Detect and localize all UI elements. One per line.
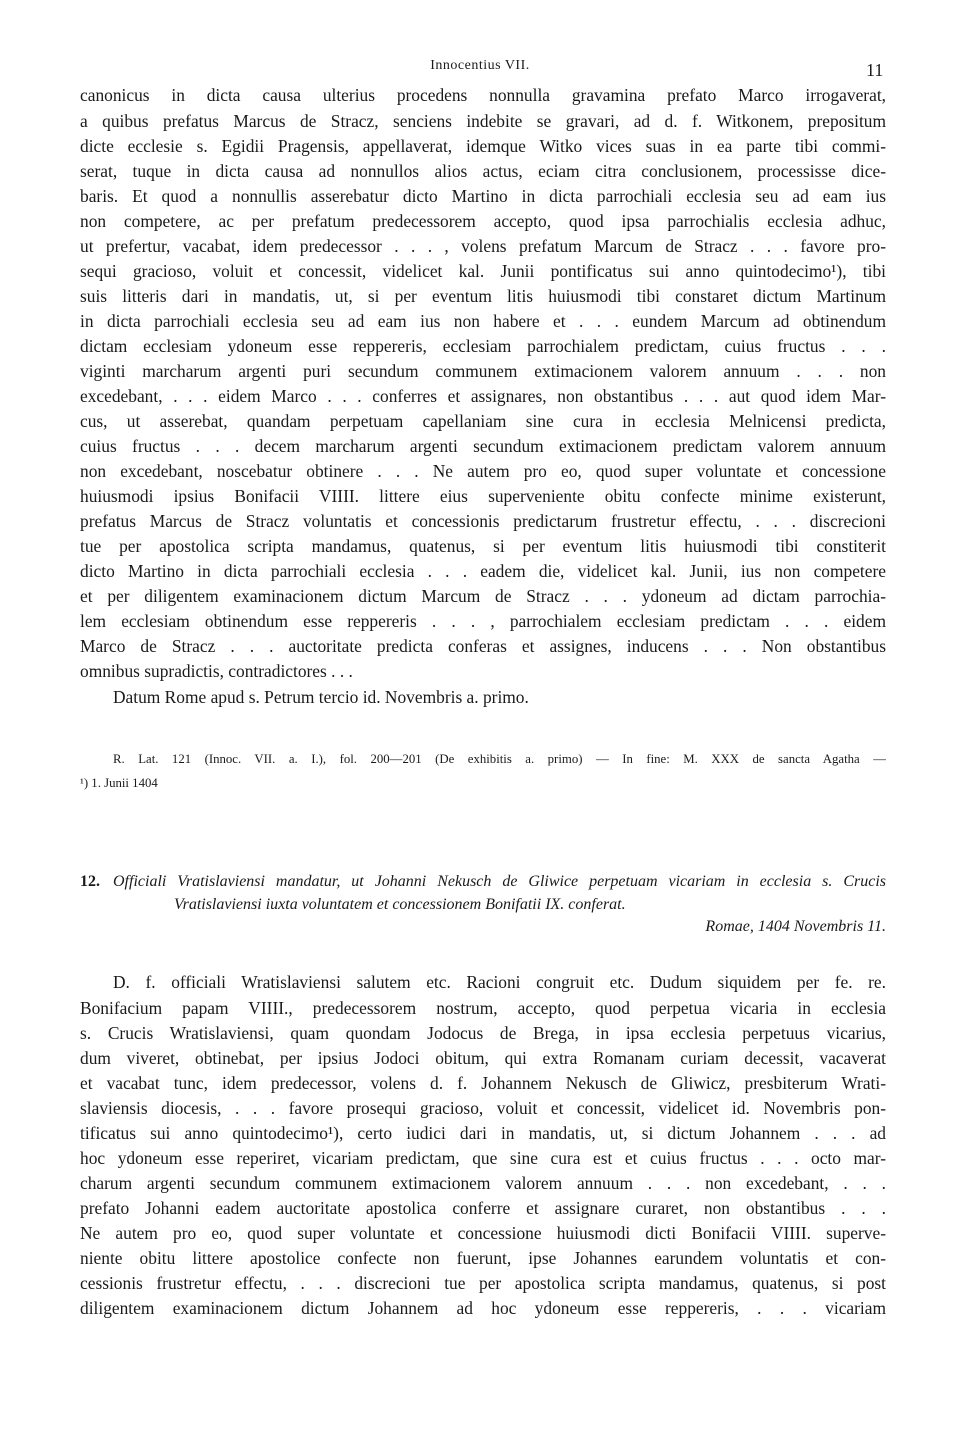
text-line: dictam ecclesiam ydoneum esse reppereris, ecclesiam parrochialem predictam, cuius fructus . . . <box>80 336 886 356</box>
footnote: ¹) 1. Junii 1404 <box>80 776 158 790</box>
text-line: suis litteris dari in mandatis, ut, si per eventum litis huiusmodi tibi constaret dictum Martinum <box>80 286 886 306</box>
text-line: D. f. officiali Wratislaviensi salutem etc. Racioni congruit etc. Dudum siquidem per fe. re. <box>113 972 886 992</box>
text-line: diligentem examinacionem dictum Johannem ad hoc ydoneum esse reppereris, . . . vicariam <box>80 1298 886 1318</box>
regest-line: Vratislaviensi iuxta voluntatem et concessionem Bonifatii IX. conferat. <box>174 896 626 913</box>
text-line: charum argenti secundum communem extimacionem valorem annuum . . . non excedebant, . . . <box>80 1173 886 1193</box>
text-line: viginti marcharum argenti puri secundum communem extimacionem valorem annuum . . . non <box>80 361 886 381</box>
text-line: baris. Et quod a nonnullis asserebatur dicto Martino in dicta parrochiali ecclesia seu ad eam ius <box>80 186 886 206</box>
text-line: dicte ecclesie s. Egidii Pragensis, appellaverat, idemque Witko vices suas in ea parte tibi commi- <box>80 136 886 156</box>
text-line: Bonifacium papam VIIII., predecessorem nostrum, accepto, quod perpetua vicaria in ecclesia <box>80 998 886 1018</box>
text-line: cuius fructus . . . decem marcharum argenti secundum extimacionem predictam valorem annuum <box>80 436 886 456</box>
text-line: sequi gracioso, voluit et concessit, videlicet kal. Junii pontificatus sui anno quintodecimo¹), tibi <box>80 261 886 281</box>
dating-clause: Datum Rome apud s. Petrum tercio id. Novembris a. primo. <box>113 687 529 707</box>
text-line: dum viveret, obtinebat, per ipsius Jodoci obitum, qui extra Romanam curiam decessit, vacaverat <box>80 1048 886 1068</box>
text-line: s. Crucis Wratislaviensi, quam quondam Jodocus de Brega, in ipsa ecclesia perpetuus vicarius, <box>80 1023 886 1043</box>
text-line: omnibus supradictis, contradictores . . . <box>80 661 353 681</box>
text-line: huiusmodi ipsius Bonifacii VIIII. littere eius superveniente obitu confecte minime existerunt, <box>80 486 886 506</box>
text-line: non competere, ac per prefatum predecessorem accepto, quod ipsa parrochialis ecclesia adhuc, <box>80 211 886 231</box>
text-line: non excedebant, noscebatur obtinere . . . Ne autem pro eo, quod super voluntate et concessione <box>80 461 886 481</box>
text-line: cessionis frustretur effectu, . . . discrecioni tue per apostolica scripta mandamus, quatenus, si post <box>80 1273 886 1293</box>
text-line: Marco de Stracz . . . auctoritate predicta conferas et assignes, inducens . . . Non obstantibus <box>80 636 886 656</box>
text-line: in dicta parrochiali ecclesia seu ad eam ius non habere et . . . eundem Marcum ad obtinendum <box>80 311 886 331</box>
text-line: et vacabat tunc, idem predecessor, volens d. f. Johannem Nekusch de Gliwicz, presbiterum Wrati- <box>80 1073 886 1093</box>
text-line: slaviensis diocesis, . . . favore prosequi gracioso, voluit et concessit, videlicet id. Novembris pon- <box>80 1098 886 1118</box>
text-line: prefato Johanni eadem auctoritate apostolica conferre et assignare curaret, non obstantibus . . . <box>80 1198 886 1218</box>
running-head: Innocentius VII. <box>430 58 530 73</box>
text-line: prefatus Marcus de Stracz voluntatis et concessionis predictarum frustretur effectu, . . . discrecioni <box>80 511 886 531</box>
text-line: dicto Martino in dicta parrochiali ecclesia . . . eadem die, videlicet kal. Junii, ius non competere <box>80 561 886 581</box>
text-line: serat, tuque in dicta causa ad nonnullos alios actus, eciam citra conclusionem, processisse dice- <box>80 161 886 181</box>
text-line: et per diligentem examinacionem dictum Marcum de Stracz . . . ydoneum ad dictam parrochia- <box>80 586 886 606</box>
text-line: tificatus sui anno quintodecimo¹), certo iudici dari in mandatis, ut, si dictum Johannem . . . ad <box>80 1123 886 1143</box>
text-line: a quibus prefatus Marcus de Stracz, senciens indebite se gravari, ad d. f. Witkonem, prepositum <box>80 111 886 131</box>
text-line: tue per apostolica scripta mandamus, quatenus, si per eventum litis huiusmodi tibi constiterit <box>80 536 886 556</box>
document-number: 12. <box>80 873 100 890</box>
text-line: hoc ydoneum esse reperiret, vicariam predictam, que sine cura est et cuius fructus . . . octo mar- <box>80 1148 886 1168</box>
text-line: lem ecclesiam obtinendum esse reppereris . . . , parrochialem ecclesiam predictam . . . eidem <box>80 611 886 631</box>
text-line: Ne autem pro eo, quod super voluntate et concessione huiusmodi dicti Bonifacii VIIII. superve- <box>80 1223 886 1243</box>
source-note: R. Lat. 121 (Innoc. VII. a. I.), fol. 200—201 (De exhibitis a. primo) — In fine: M. XXX de sancta Agatha — <box>113 752 886 766</box>
page-number: 11 <box>866 60 884 80</box>
text-line: ut prefertur, vacabat, idem predecessor . . . , volens prefatum Marcum de Stracz . . . favore pro- <box>80 236 886 256</box>
text-line: canonicus in dicta causa ulterius procedens nonnulla gravamina prefato Marco irrogaverat, <box>80 85 886 105</box>
regest-line: Officiali Vratislaviensi mandatur, ut Johanni Nekusch de Gliwice perpetuam vicariam in ecclesia s. Crucis <box>113 873 886 890</box>
place-and-date: Romae, 1404 Novembris 11. <box>705 918 886 935</box>
text-line: excedebant, . . . eidem Marco . . . conferres et assignares, non obstantibus . . . aut quod idem Mar- <box>80 386 886 406</box>
text-line: cus, ut asserebat, quandam perpetuam capellaniam sine cura in ecclesia Melnicensi predicta, <box>80 411 886 431</box>
text-line: niente obitu littere apostolice confecte non fuerunt, ipse Johannes earundem voluntatis et con- <box>80 1248 886 1268</box>
